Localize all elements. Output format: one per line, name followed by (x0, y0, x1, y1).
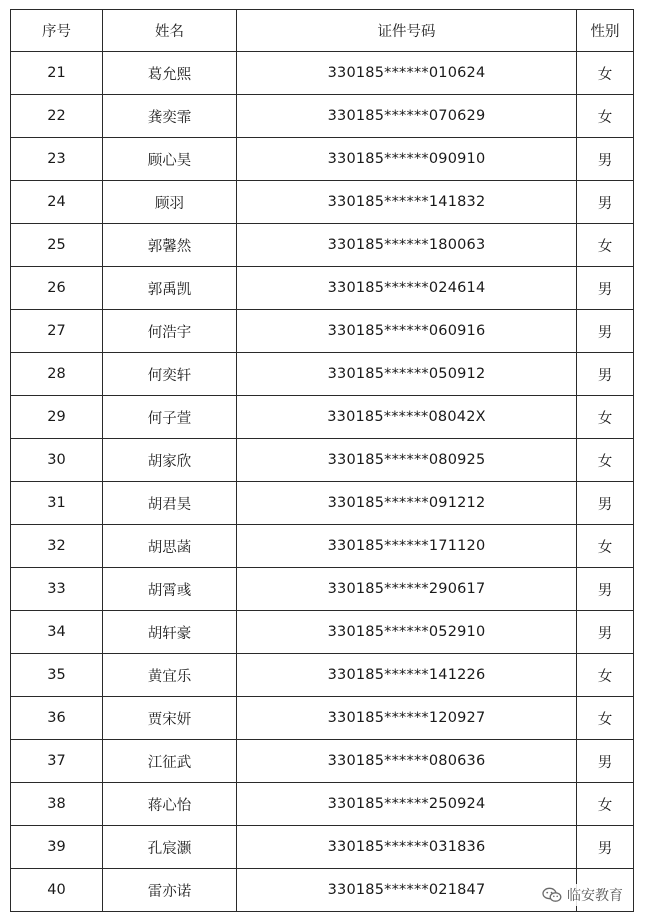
row-index-cell: 23 (11, 138, 103, 181)
row-name-cell: 胡霄彧 (103, 568, 237, 611)
header-name: 姓名 (103, 10, 237, 52)
row-index-cell: 35 (11, 654, 103, 697)
row-index-cell: 32 (11, 525, 103, 568)
table-row (11, 439, 634, 482)
row-index-cell: 26 (11, 267, 103, 310)
row-gender-cell: 男 (577, 482, 634, 525)
table-row (11, 224, 634, 267)
wechat-icon (542, 887, 562, 903)
row-id-number-cell: 330185******141832 (237, 181, 577, 224)
table-row (11, 353, 634, 396)
row-gender-cell: 男 (577, 138, 634, 181)
row-id-number-cell: 330185******091212 (237, 482, 577, 525)
row-id-number-cell: 330185******070629 (237, 95, 577, 138)
student-roster-sheet (10, 9, 633, 912)
table-row (11, 568, 634, 611)
row-gender-cell: 男 (577, 826, 634, 869)
row-index-cell: 24 (11, 181, 103, 224)
row-gender-cell: 女 (577, 697, 634, 740)
row-index-cell: 22 (11, 95, 103, 138)
row-index-cell: 33 (11, 568, 103, 611)
row-name-cell: 何奕轩 (103, 353, 237, 396)
watermark-text: 临安教育 (567, 888, 623, 904)
row-id-number-cell: 330185******08042X (237, 396, 577, 439)
row-id-number-cell: 330185******060916 (237, 310, 577, 353)
row-id-number-cell: 330185******021847 (237, 869, 577, 912)
table-row (11, 138, 634, 181)
row-index-cell: 29 (11, 396, 103, 439)
row-id-number-cell: 330185******290617 (237, 568, 577, 611)
row-gender-cell: 男 (577, 611, 634, 654)
row-id-number-cell: 330185******141226 (237, 654, 577, 697)
row-id-number-cell: 330185******120927 (237, 697, 577, 740)
row-id-number-cell: 330185******180063 (237, 224, 577, 267)
row-id-number-cell: 330185******250924 (237, 783, 577, 826)
header-id-number: 证件号码 (237, 10, 577, 52)
row-gender-cell: 女 (577, 654, 634, 697)
row-name-cell: 江征武 (103, 740, 237, 783)
row-gender-cell: 男 (577, 267, 634, 310)
account-watermark (540, 884, 627, 906)
row-name-cell: 孔宸灏 (103, 826, 237, 869)
row-index-cell: 37 (11, 740, 103, 783)
row-name-cell: 顾心昊 (103, 138, 237, 181)
row-index-cell: 36 (11, 697, 103, 740)
row-gender-cell: 女 (577, 396, 634, 439)
table-row (11, 267, 634, 310)
row-name-cell: 胡轩豪 (103, 611, 237, 654)
row-gender-cell: 女 (577, 95, 634, 138)
table-header-row (11, 10, 634, 52)
table-row (11, 826, 634, 869)
row-gender-cell: 男 (577, 353, 634, 396)
row-name-cell: 蒋心怡 (103, 783, 237, 826)
row-index-cell: 40 (11, 869, 103, 912)
row-index-cell: 34 (11, 611, 103, 654)
row-id-number-cell: 330185******090910 (237, 138, 577, 181)
row-id-number-cell: 330185******010624 (237, 52, 577, 95)
table-row (11, 396, 634, 439)
table-row (11, 525, 634, 568)
row-name-cell: 郭馨然 (103, 224, 237, 267)
row-gender-cell: 女 (577, 783, 634, 826)
row-index-cell: 21 (11, 52, 103, 95)
row-name-cell: 黄宜乐 (103, 654, 237, 697)
row-index-cell: 31 (11, 482, 103, 525)
row-gender-cell: 女 (577, 52, 634, 95)
row-index-cell: 39 (11, 826, 103, 869)
row-id-number-cell: 330185******052910 (237, 611, 577, 654)
row-name-cell: 郭禹凯 (103, 267, 237, 310)
table-row (11, 95, 634, 138)
row-id-number-cell: 330185******171120 (237, 525, 577, 568)
table-row (11, 310, 634, 353)
row-index-cell: 30 (11, 439, 103, 482)
row-id-number-cell: 330185******024614 (237, 267, 577, 310)
row-name-cell: 龚奕霏 (103, 95, 237, 138)
row-gender-cell: 男 (577, 740, 634, 783)
table-row (11, 52, 634, 95)
row-name-cell: 胡君昊 (103, 482, 237, 525)
row-gender-cell: 女 (577, 439, 634, 482)
row-gender-cell: 男 (577, 181, 634, 224)
row-index-cell: 25 (11, 224, 103, 267)
row-gender-cell: 男 (577, 568, 634, 611)
table-row (11, 654, 634, 697)
table-row (11, 740, 634, 783)
row-name-cell: 顾羽 (103, 181, 237, 224)
row-name-cell: 葛允熙 (103, 52, 237, 95)
row-name-cell: 胡家欣 (103, 439, 237, 482)
row-name-cell: 贾宋妍 (103, 697, 237, 740)
table-row (11, 697, 634, 740)
row-id-number-cell: 330185******080925 (237, 439, 577, 482)
row-name-cell: 何浩宇 (103, 310, 237, 353)
table-body (11, 52, 634, 912)
row-index-cell: 38 (11, 783, 103, 826)
row-gender-cell: 男 (577, 310, 634, 353)
row-name-cell: 胡思菡 (103, 525, 237, 568)
row-gender-cell: 女 (577, 525, 634, 568)
table-row (11, 611, 634, 654)
header-index: 序号 (11, 10, 103, 52)
student-roster-table (10, 9, 634, 912)
table-row (11, 783, 634, 826)
row-index-cell: 28 (11, 353, 103, 396)
row-name-cell: 何子萱 (103, 396, 237, 439)
header-gender: 性别 (577, 10, 634, 52)
row-index-cell: 27 (11, 310, 103, 353)
table-row (11, 482, 634, 525)
row-name-cell: 雷亦诺 (103, 869, 237, 912)
row-id-number-cell: 330185******050912 (237, 353, 577, 396)
row-gender-cell: 女 (577, 224, 634, 267)
row-id-number-cell: 330185******080636 (237, 740, 577, 783)
table-row (11, 181, 634, 224)
row-id-number-cell: 330185******031836 (237, 826, 577, 869)
